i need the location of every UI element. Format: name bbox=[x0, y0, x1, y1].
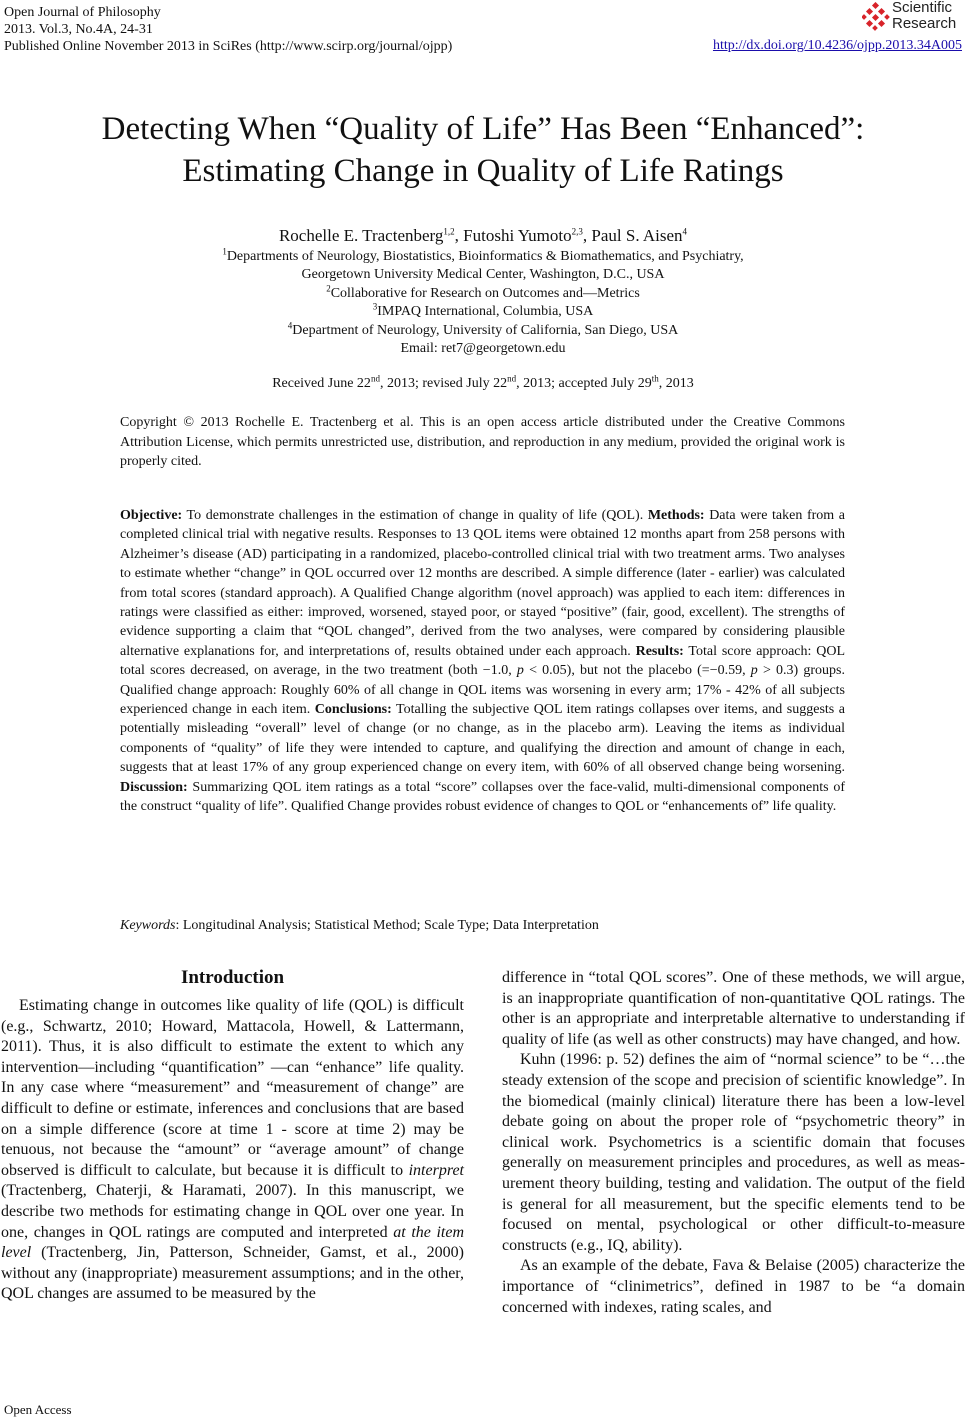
affiliation: $^4$Department of Neurology, University of California, San Diego, USA bbox=[287, 319, 679, 338]
keywords-label: Keywords bbox=[120, 918, 176, 933]
keywords: Keywords: Longitudinal Analysis; Statistical Method; Scale Type; Data Interpretation bbox=[120, 918, 599, 933]
abstract: Objective: To demonstrate challenges in the estimation of change in quality of life (QOL). Methods: Data were taken from a completed clinical trial with negative results. Responses to 13 QOL items were obtained 12 months apart from 258 persons with Alzheimer’s disease (AD) participating in a randomized, placebo-controlled clinical trial with two treatment arms. Two analyses to estimate whether “change” in QOL occurred over 12 months are described. A simple difference (later - earlier) was calculated from total scores (standard approach). A Qualified Change algorithm (novel approach) was applied to each item: differences in ratings were classified as either: improved, worsened, stayed poor, or stayed “positive” (fair, good, excellent). The strengths of evidence supporting a claim that “QOL changed”, derived from the two analyses, were compared by considering plausible alternative explanations for, and interpretations of, results obtained under each approach. Results: Total score approach: QOL total scores decreased, on average, in the two treatment (both −1.0, p < 0.05), but not the placebo (=−0.59, p > 0.3) groups. Qualified change approach: Roughly 60% of all change in QOL items was worsening in every arm; 17% - 42% of all subjects experienced change in each item. Conclusions: Totalling the subjective QOL item ratings collapses over items, and suggests a potentially misleading “overall” level of change (or no change, as in the placebo arm). Leaving the items as individual components of “quality” of life they were intended to capture, and qualifying the direction and amount of change in each, suggests that at least 17% of any group experienced change on every item, with 60% of all observed change being worsening. Discussion: Summarizing QOL item ratings as a total “score” collapses over the face-valid, multi-dimensional components of the construct “quality of life”. Qualified Change provides robust evidence of changes to QOL or “enhancements of” life quality. bbox=[120, 508, 845, 815]
affiliation: $^3$IMPAQ International, Columbia, USA bbox=[372, 301, 594, 320]
paragraph: As an example of the debate, Fava & Belaise (2005) characterize the importance of “clinimetrics”, defined in 1987 to be “a domain concerned with indexes, rating scales, and bbox=[502, 1257, 965, 1316]
doi-link[interactable]: http://dx.doi.org/10.4236/ojpp.2013.34A005 bbox=[712, 38, 962, 53]
received-dates: Received June 22nd, 2013; revised July 22nd, 2013; accepted July 29th, 2013 bbox=[272, 373, 694, 391]
author-name: Paul S. Aisen bbox=[591, 226, 683, 245]
affiliation: $^1$Departments of Neurology, Biostatistics, Bioinformatics & Biomathematics, and Psychiatry, bbox=[222, 246, 744, 264]
body-column-left bbox=[1, 966, 464, 1305]
journal-name: Open Journal of Philosophy bbox=[4, 5, 161, 20]
journal-header bbox=[4, 4, 452, 55]
author-name: Futoshi Yumoto bbox=[463, 226, 572, 245]
author-email: Email: ret7@georgetown.edu bbox=[400, 341, 566, 357]
objective-label: Objective: bbox=[120, 508, 183, 523]
copyright-notice: Copyright © 2013 Rochelle E. Tractenberg et al. This is an open access article distributed under the Creative Commons Attribution License, which permits unrestricted use, distribution, and reproduction in any medium, provided the original work is properly cited. bbox=[120, 415, 845, 469]
author-list: Rochelle E. Tractenberg$^{1,2}$, Futoshi Yumoto$^{2,3}$, Paul S. Aisen$^4$ bbox=[278, 226, 688, 245]
journal-volume: 2013. Vol.3, No.4A, 24-31 bbox=[4, 22, 153, 37]
paragraph: Kuhn (1996: p. 52) defines the aim of “normal science” to be “…the steady extension of the scope and precision of scientific knowledge”. In the biomedical (mainly clinical) literature there has been a low-level debate going on about the proper role of “psychometric theory” in clinical work. Psychometrics is a scientific domain that focuses generally on measurement principles and procedures, as well as measurement theory building, testing and validation. The output of the field is general for all measurement, but the specific elements tend to be focused on mental, psychological or other difficult-to-measure constructs (e.g., IQ, ability). bbox=[502, 1051, 965, 1254]
journal-published: Published Online November 2013 in SciRes (http://www.scirp.org/journal/ojpp) bbox=[4, 39, 453, 54]
conclusions-label: Conclusions: bbox=[314, 702, 392, 718]
logo-text: Scientific Research bbox=[892, 0, 957, 32]
publisher-logo bbox=[862, 0, 962, 36]
affiliation: $^2$Collaborative for Research on Outcomes and—Metrics bbox=[326, 283, 640, 301]
scientific-research-logo-icon bbox=[862, 2, 890, 32]
body-column-right bbox=[502, 968, 965, 1318]
article-title bbox=[0, 108, 966, 192]
methods-label: Methods: bbox=[647, 508, 705, 523]
paragraph: difference in “total QOL scores”. One of these methods, we will argue, is an inappropriate quantification of non-quantitative QOL ratings. The other is an appropriate and interpretable alternative to understanding if quality of life (as well as other constructs) may have changed, and how. bbox=[502, 969, 965, 1048]
affiliation: Georgetown University Medical Center, Washington, D.C., USA bbox=[301, 267, 665, 283]
footer-open-access: Open Access bbox=[4, 1402, 72, 1417]
paragraph: Estimating change in outcomes like quality of life (QOL) is difficult (e.g., Schwartz, 2010; Howard, Mattacola, Howell, & Lattermann, 2011). Thus, it is also difficult to estimate the extent to which any intervention—including “quantification” —can “enhance” life quality. In any case where “measurement” and “measurement of change” are difficult to define or estimate, inferences and conclusions that are based on a simple difference (score at time 1 - score at time 2) may be tenuous, not because the “amount” or “average amount” of change observed is difficult to calculate, but because it is difficult to interpret (Tractenberg, Chaterji, & Haramati, 2007). In this manuscript, we describe two methods for estimating change in QOL over one year. In one, changes in QOL ratings are computed and interpreted at the item level (Tractenberg, Jin, Patterson, Schneider, Gamst, et al., 2000) without any (inappropriate) measurement assumptions; and in the other, QOL changes are assumed to be measured by the bbox=[1, 997, 465, 1303]
section-heading: Introduction bbox=[180, 967, 285, 988]
author-name: Rochelle E. Tractenberg bbox=[278, 226, 444, 245]
discussion-label: Discussion: bbox=[120, 779, 188, 795]
affiliations bbox=[0, 248, 966, 358]
results-label: Results: bbox=[635, 643, 684, 659]
title-line-2: Estimating Change in Quality of Life Ratings bbox=[182, 153, 784, 189]
title-line-1: Detecting When “Quality of Life” Has Been “Enhanced”: bbox=[101, 111, 865, 147]
